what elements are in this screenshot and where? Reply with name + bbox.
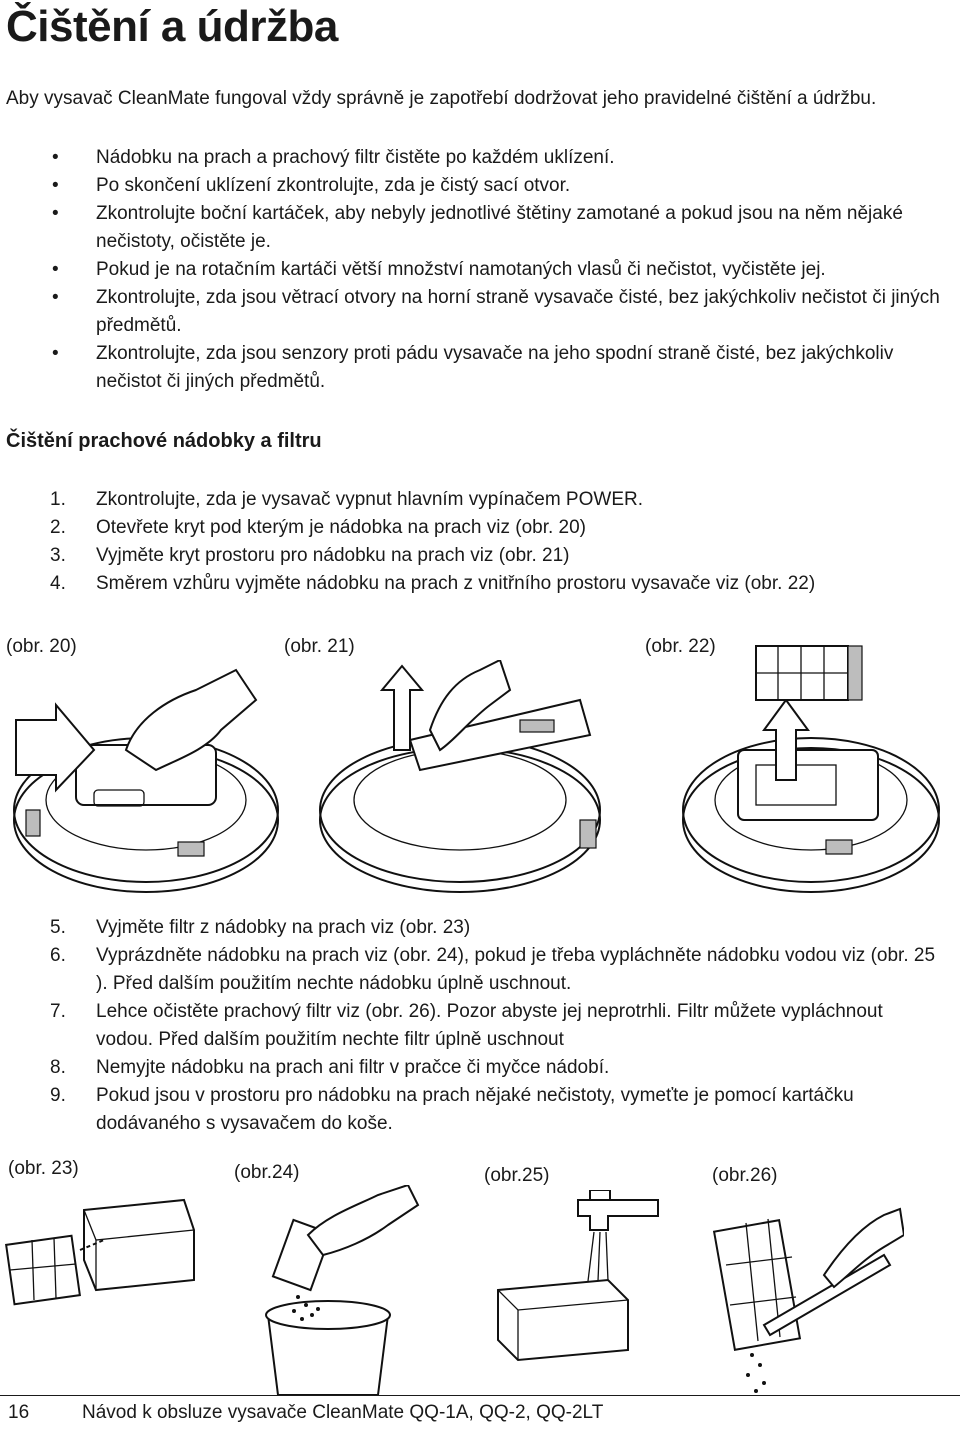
figure-caption-25: (obr.25)	[484, 1165, 550, 1186]
step-text: Vyjměte kryt prostoru pro nádobku na prach viz (obr. 21)	[96, 545, 570, 566]
figure-23-remove-filter-illustration	[4, 1190, 200, 1310]
list-item	[0, 514, 945, 542]
list-item	[0, 284, 945, 340]
bullet-text: Zkontrolujte, zda jsou senzory proti pádu vysavače na jeho spodní straně čisté, bez jakýchkoliv nečistot či jiných předmětů.	[96, 343, 894, 392]
list-item	[0, 570, 945, 598]
list-item	[0, 542, 945, 570]
list-item	[0, 340, 945, 396]
footer-divider	[0, 1395, 960, 1396]
bullet-text: Zkontrolujte boční kartáček, aby nebyly jednotlivé štětiny zamotané a pokud jsou na něm nějaké nečistoty, očistěte je.	[96, 203, 903, 252]
list-item	[0, 172, 945, 200]
step-text: Lehce očistěte prachový filtr viz (obr. 26). Pozor abyste jej neprotrhli. Filtr můžete vypláchnout vodou. Před dalším použitím nechte filtr úplně uschnout	[96, 1001, 883, 1050]
step-number: 5.	[50, 917, 66, 938]
intro-paragraph: Aby vysavač CleanMate fungoval vždy správně je zapotřebí dodržovat jeho pravidelné čištění a údržbu.	[6, 88, 877, 109]
list-item	[0, 256, 945, 284]
figure-caption-23: (obr. 23)	[8, 1158, 79, 1179]
figure-caption-20: (obr. 20)	[6, 636, 77, 657]
step-text: Nemyjte nádobku na prach ani filtr v pračce či myčce nádobí.	[96, 1057, 610, 1078]
maintenance-bullet-list	[0, 144, 945, 396]
bullet-icon: •	[52, 343, 59, 364]
step-number: 7.	[50, 1001, 66, 1022]
step-text: Zkontrolujte, zda je vysavač vypnut hlavním vypínačem POWER.	[96, 489, 643, 510]
steps-list-first	[0, 486, 945, 598]
list-item	[0, 1082, 945, 1138]
figure-caption-22: (obr. 22)	[645, 636, 716, 657]
page-number: 16	[8, 1402, 30, 1423]
page-title: Čištění a údržba	[6, 2, 338, 51]
bullet-icon: •	[52, 203, 59, 224]
bullet-icon: •	[52, 147, 59, 168]
step-text: Vyjměte filtr z nádobky na prach viz (obr. 23)	[96, 917, 471, 938]
step-text: Vyprázdněte nádobku na prach viz (obr. 24), pokud je třeba vypláchněte nádobku vodou viz (obr. 25 ). Před dalším použitím nechte nádobku úplně uschnout.	[96, 945, 936, 994]
step-number: 4.	[50, 573, 66, 594]
list-item	[0, 200, 945, 256]
step-number: 1.	[50, 489, 66, 510]
figure-20-open-cover-illustration	[6, 660, 282, 900]
list-item	[0, 998, 945, 1054]
bullet-icon: •	[52, 287, 59, 308]
bullet-text: Pokud je na rotačním kartáči větší množství namotaných vlasů či nečistot, vyčistěte jej.	[96, 259, 826, 280]
figure-caption-24: (obr.24)	[234, 1162, 300, 1183]
bullet-text: Zkontrolujte, zda jsou větrací otvory na horní straně vysavače čisté, bez jakýchkoliv nečistot či jiných předmětů.	[96, 287, 940, 336]
step-number: 2.	[50, 517, 66, 538]
list-item	[0, 942, 945, 998]
figure-26-brush-filter-illustration	[704, 1195, 904, 1395]
figure-caption-26: (obr.26)	[712, 1165, 778, 1186]
figure-22-lift-dustbin-illustration	[676, 640, 946, 900]
step-number: 6.	[50, 945, 66, 966]
bullet-icon: •	[52, 259, 59, 280]
bullet-text: Nádobku na prach a prachový filtr čistěte po každém uklízení.	[96, 147, 615, 168]
list-item	[0, 914, 945, 942]
step-number: 8.	[50, 1057, 66, 1078]
step-text: Otevřete kryt pod kterým je nádobka na prach viz (obr. 20)	[96, 517, 587, 538]
list-item	[0, 1054, 945, 1082]
list-item	[0, 144, 945, 172]
figure-24-empty-dustbin-illustration	[228, 1185, 428, 1395]
figure-25-rinse-dustbin-illustration	[478, 1190, 688, 1370]
step-number: 3.	[50, 545, 66, 566]
list-item	[0, 486, 945, 514]
step-text: Směrem vzhůru vyjměte nádobku na prach z vnitřního prostoru vysavače viz (obr. 22)	[96, 573, 816, 594]
step-number: 9.	[50, 1085, 66, 1106]
section-subtitle: Čištění prachové nádobky a filtru	[6, 430, 322, 452]
figure-21-remove-lid-illustration	[290, 660, 620, 900]
figure-caption-21: (obr. 21)	[284, 636, 355, 657]
bullet-text: Po skončení uklízení zkontrolujte, zda je čistý sací otvor.	[96, 175, 571, 196]
footer-text: Návod k obsluze vysavače CleanMate QQ-1A, QQ-2, QQ-2LT	[82, 1402, 604, 1423]
step-text: Pokud jsou v prostoru pro nádobku na prach nějaké nečistoty, vymeťte je pomocí kartáčku dodávaného s vysavačem do koše.	[96, 1085, 854, 1134]
steps-list-second	[0, 914, 945, 1138]
bullet-icon: •	[52, 175, 59, 196]
